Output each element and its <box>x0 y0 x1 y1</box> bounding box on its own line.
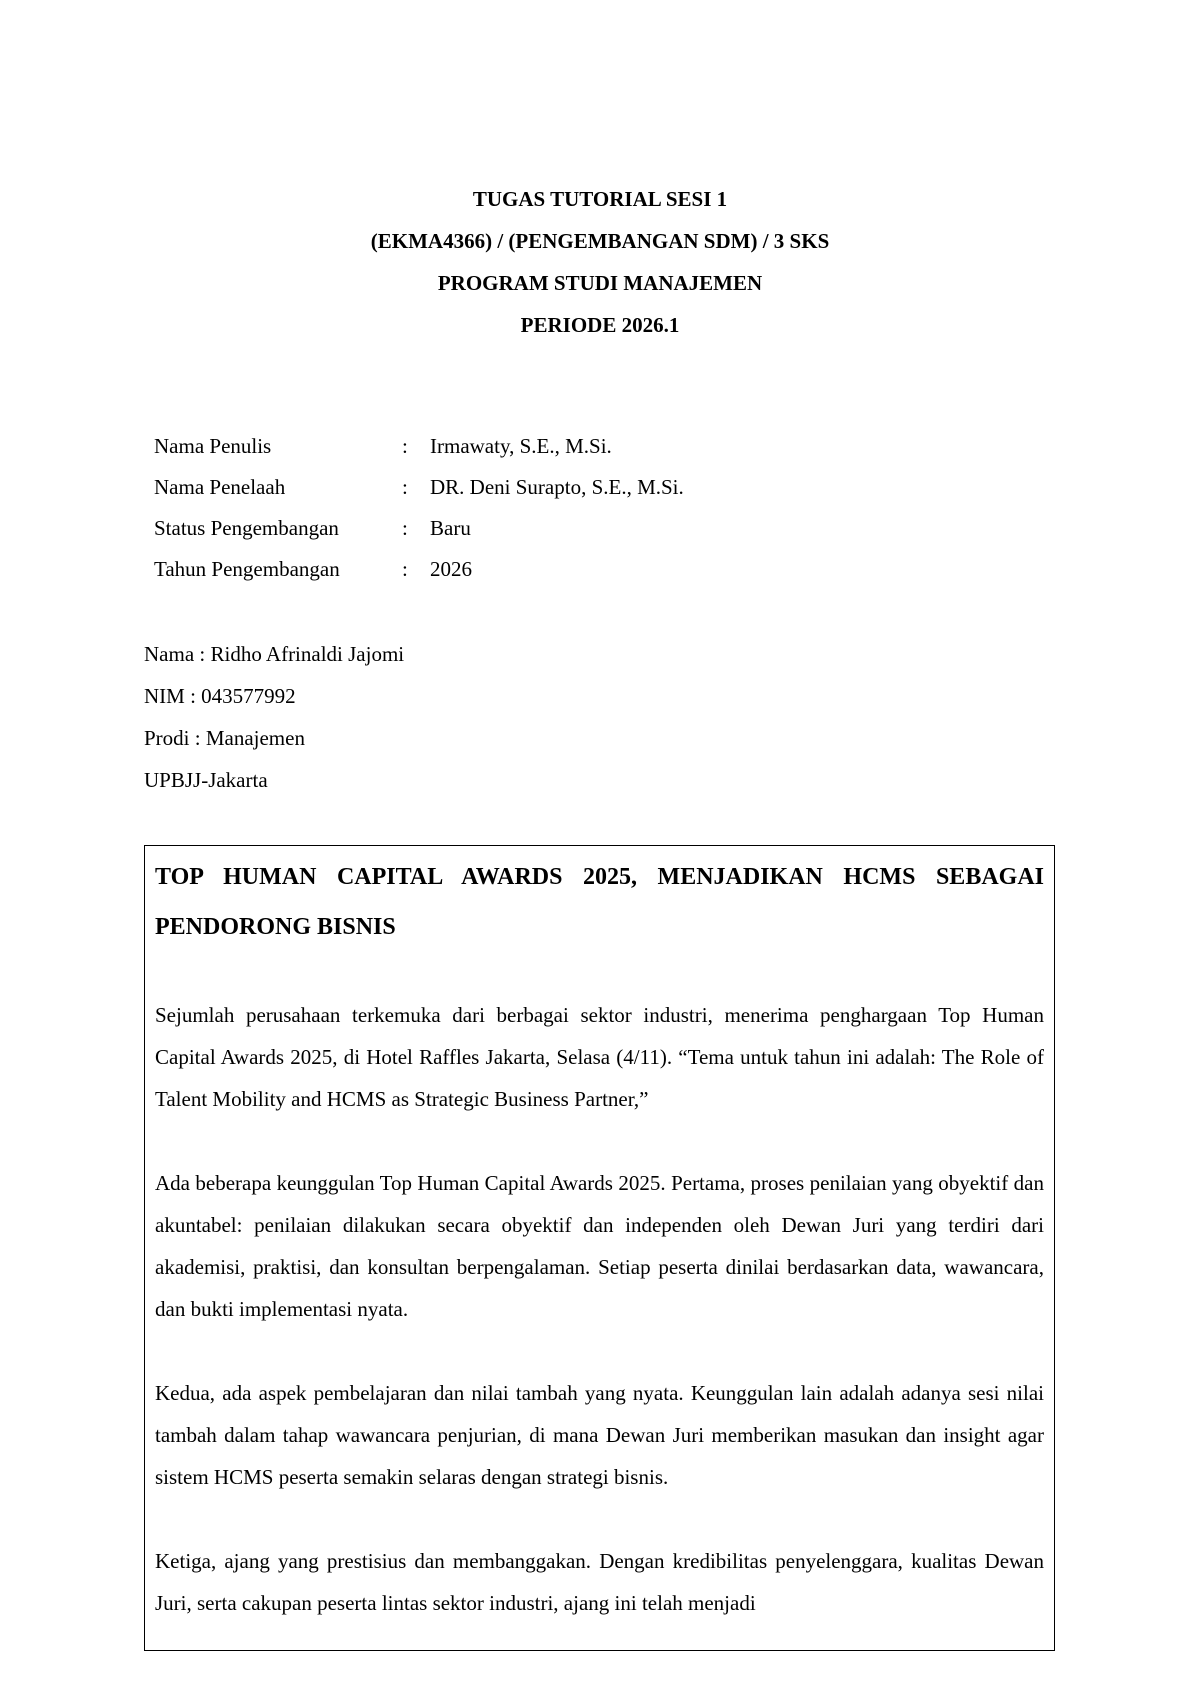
student-prodi: Prodi : Manajemen <box>144 726 305 750</box>
info-label: Status Pengembangan <box>154 516 339 540</box>
info-row-reviewer <box>154 467 684 508</box>
info-colon: : <box>402 434 408 458</box>
info-value: Baru <box>430 516 471 540</box>
article-content <box>145 846 1054 1624</box>
info-label: Nama Penelaah <box>154 475 286 499</box>
student-name: Nama : Ridho Afrinaldi Jajomi <box>144 642 405 666</box>
header-course: (EKMA4366) / (PENGEMBANGAN SDM) / 3 SKS <box>370 229 830 253</box>
info-row-status <box>154 508 684 549</box>
info-label: Tahun Pengembangan <box>154 557 340 581</box>
article-box <box>144 845 1055 1651</box>
info-value: DR. Deni Surapto, S.E., M.Si. <box>430 475 684 499</box>
info-row-year <box>154 549 684 590</box>
article-paragraph: Ketiga, ajang yang prestisius dan membanggakan. Dengan kredibilitas penyelenggara, kualitas Dewan Juri, serta cakupan peserta lintas sektor industri, ajang ini telah menjadi <box>155 1549 1044 1615</box>
info-value: 2026 <box>430 557 472 581</box>
document-header <box>0 178 1200 346</box>
article-paragraph: Kedua, ada aspek pembelajaran dan nilai tambah yang nyata. Keunggulan lain adalah adanya sesi nilai tambah dalam tahap wawancara penjurian, di mana Dewan Juri memberikan masukan dan insight agar sistem HCMS peserta semakin selaras dengan strategi bisnis. <box>155 1381 1044 1489</box>
info-label: Nama Penulis <box>154 434 272 458</box>
header-period: PERIODE 2026.1 <box>520 313 680 337</box>
info-row-author <box>154 426 684 467</box>
author-info-table <box>154 426 684 590</box>
header-program: PROGRAM STUDI MANAJEMEN <box>437 271 763 295</box>
article-title: TOP HUMAN CAPITAL AWARDS 2025, MENJADIKAN HCMS SEBAGAI PENDORONG BISNIS <box>155 864 1044 940</box>
info-colon: : <box>402 475 408 499</box>
info-value: Irmawaty, S.E., M.Si. <box>430 434 612 458</box>
article-paragraph: Ada beberapa keunggulan Top Human Capital Awards 2025. Pertama, proses penilaian yang obyektif dan akuntabel: penilaian dilakukan secara obyektif dan independen oleh Dewan Juri yang terdiri dari akademisi, praktisi, dan konsultan berpengalaman. Setiap peserta dinilai berdasarkan data, wawancara, dan bukti implementasi nyata. <box>155 1171 1044 1321</box>
student-upbjj: UPBJJ-Jakarta <box>144 768 268 792</box>
info-colon: : <box>402 557 408 581</box>
header-title: TUGAS TUTORIAL SESI 1 <box>472 187 728 211</box>
student-nim: NIM : 043577992 <box>144 684 296 708</box>
article-paragraph: Sejumlah perusahaan terkemuka dari berbagai sektor industri, menerima penghargaan Top Human Capital Awards 2025, di Hotel Raffles Jakarta, Selasa (4/11). “Tema untuk tahun ini adalah: The Role of Talent Mobility and HCMS as Strategic Business Partner,” <box>155 1003 1044 1111</box>
student-info <box>144 633 404 801</box>
info-colon: : <box>402 516 408 540</box>
